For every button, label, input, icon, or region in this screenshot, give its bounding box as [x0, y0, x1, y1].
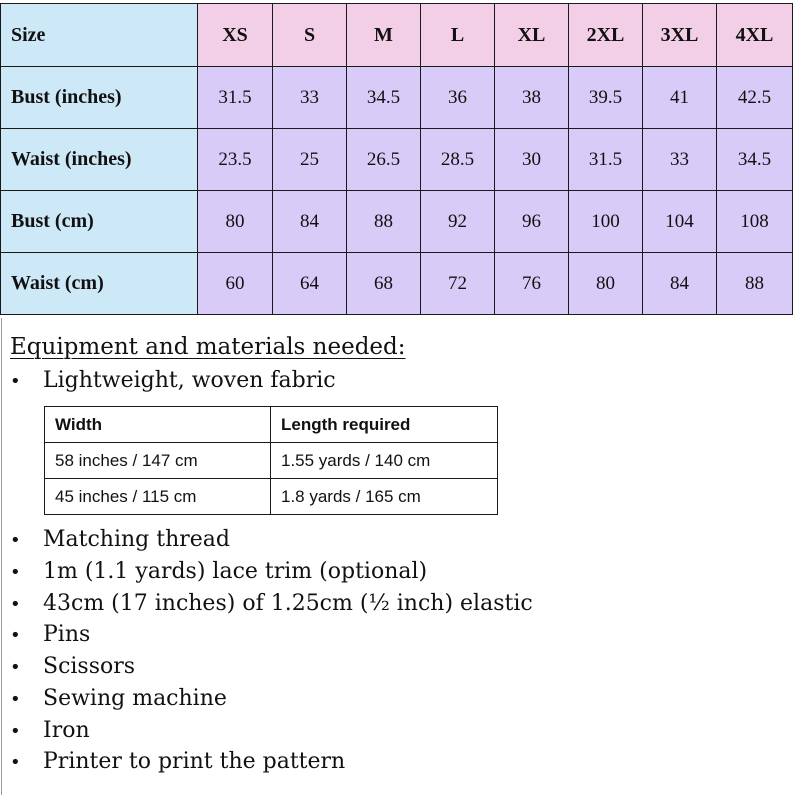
list-item — [10, 526, 230, 555]
size-header-cell: XL — [495, 4, 569, 67]
table-cell: 104 — [643, 191, 717, 253]
table-cell: 84 — [273, 191, 347, 253]
bullet-icon: • — [10, 371, 21, 392]
fabric-requirements-table — [44, 406, 498, 515]
size-header-cell: XS — [198, 4, 273, 67]
table-cell: 41 — [643, 67, 717, 129]
list-item — [10, 748, 345, 777]
bullet-icon: • — [10, 752, 21, 773]
size-header-row — [1, 4, 793, 67]
bullet-icon: • — [10, 689, 21, 710]
table-cell: 30 — [495, 129, 569, 191]
list-item — [10, 717, 90, 746]
size-header-cell: S — [273, 4, 347, 67]
list-item — [10, 685, 227, 714]
list-item — [10, 558, 427, 587]
table-cell: 108 — [717, 191, 793, 253]
table-cell: 64 — [273, 253, 347, 315]
table-cell: 72 — [421, 253, 495, 315]
table-cell: 31.5 — [198, 67, 273, 129]
row-label: Bust (cm) — [1, 191, 198, 253]
table-cell: 100 — [569, 191, 643, 253]
size-header-cell: L — [421, 4, 495, 67]
table-cell: 96 — [495, 191, 569, 253]
size-header-cell: 4XL — [717, 4, 793, 67]
table-cell: 1.55 yards / 140 cm — [271, 443, 498, 479]
table-cell: 31.5 — [569, 129, 643, 191]
table-cell: 39.5 — [569, 67, 643, 129]
table-cell: 25 — [273, 129, 347, 191]
table-row — [1, 67, 793, 129]
bullet-icon: • — [10, 721, 21, 742]
fabric-header-row — [45, 407, 498, 443]
list-item — [10, 653, 135, 682]
table-cell: 1.8 yards / 165 cm — [271, 479, 498, 515]
table-cell: 38 — [495, 67, 569, 129]
table-row — [45, 479, 498, 515]
table-cell: 60 — [198, 253, 273, 315]
row-label: Waist (cm) — [1, 253, 198, 315]
list-item-text: Scissors — [43, 654, 136, 679]
table-cell: 36 — [421, 67, 495, 129]
list-item-text: Pins — [43, 622, 91, 647]
bullet-icon: • — [10, 562, 21, 583]
list-item-text: Iron — [43, 718, 90, 743]
table-cell: 76 — [495, 253, 569, 315]
table-row — [1, 129, 793, 191]
table-cell: 33 — [643, 129, 717, 191]
row-label: Bust (inches) — [1, 67, 198, 129]
size-header-label: Size — [1, 4, 198, 67]
bullet-icon: • — [10, 594, 21, 615]
table-row — [45, 443, 498, 479]
size-header-cell: M — [347, 4, 421, 67]
table-cell: 92 — [421, 191, 495, 253]
table-cell: 34.5 — [717, 129, 793, 191]
list-item — [10, 367, 336, 396]
table-cell: 42.5 — [717, 67, 793, 129]
size-header-cell: 2XL — [569, 4, 643, 67]
bullet-icon: • — [10, 657, 21, 678]
table-cell: 84 — [643, 253, 717, 315]
list-item-text: Sewing machine — [43, 686, 227, 711]
list-item-text: Matching thread — [43, 527, 230, 552]
table-cell: 33 — [273, 67, 347, 129]
table-cell: 28.5 — [421, 129, 495, 191]
list-item-text: Lightweight, woven fabric — [43, 368, 336, 393]
equipment-heading: Equipment and materials needed: — [10, 334, 406, 360]
row-label: Waist (inches) — [1, 129, 198, 191]
column-header: Width — [45, 407, 271, 443]
list-item — [10, 590, 533, 619]
table-cell: 26.5 — [347, 129, 421, 191]
size-header-cell: 3XL — [643, 4, 717, 67]
list-item-text: Printer to print the pattern — [43, 749, 346, 774]
table-cell: 58 inches / 147 cm — [45, 443, 271, 479]
table-cell: 45 inches / 115 cm — [45, 479, 271, 515]
column-header: Length required — [271, 407, 498, 443]
table-cell: 68 — [347, 253, 421, 315]
list-item — [10, 621, 90, 650]
bullet-icon: • — [10, 625, 21, 646]
table-cell: 88 — [717, 253, 793, 315]
table-row — [1, 253, 793, 315]
table-cell: 80 — [198, 191, 273, 253]
table-cell: 23.5 — [198, 129, 273, 191]
bullet-icon: • — [10, 530, 21, 551]
list-item-text: 1m (1.1 yards) lace trim (optional) — [43, 559, 428, 584]
table-cell: 88 — [347, 191, 421, 253]
list-item-text: 43cm (17 inches) of 1.25cm (½ inch) elastic — [43, 591, 533, 616]
table-cell: 80 — [569, 253, 643, 315]
size-chart-table — [0, 3, 793, 315]
left-border-line — [1, 318, 2, 795]
table-row — [1, 191, 793, 253]
table-cell: 34.5 — [347, 67, 421, 129]
